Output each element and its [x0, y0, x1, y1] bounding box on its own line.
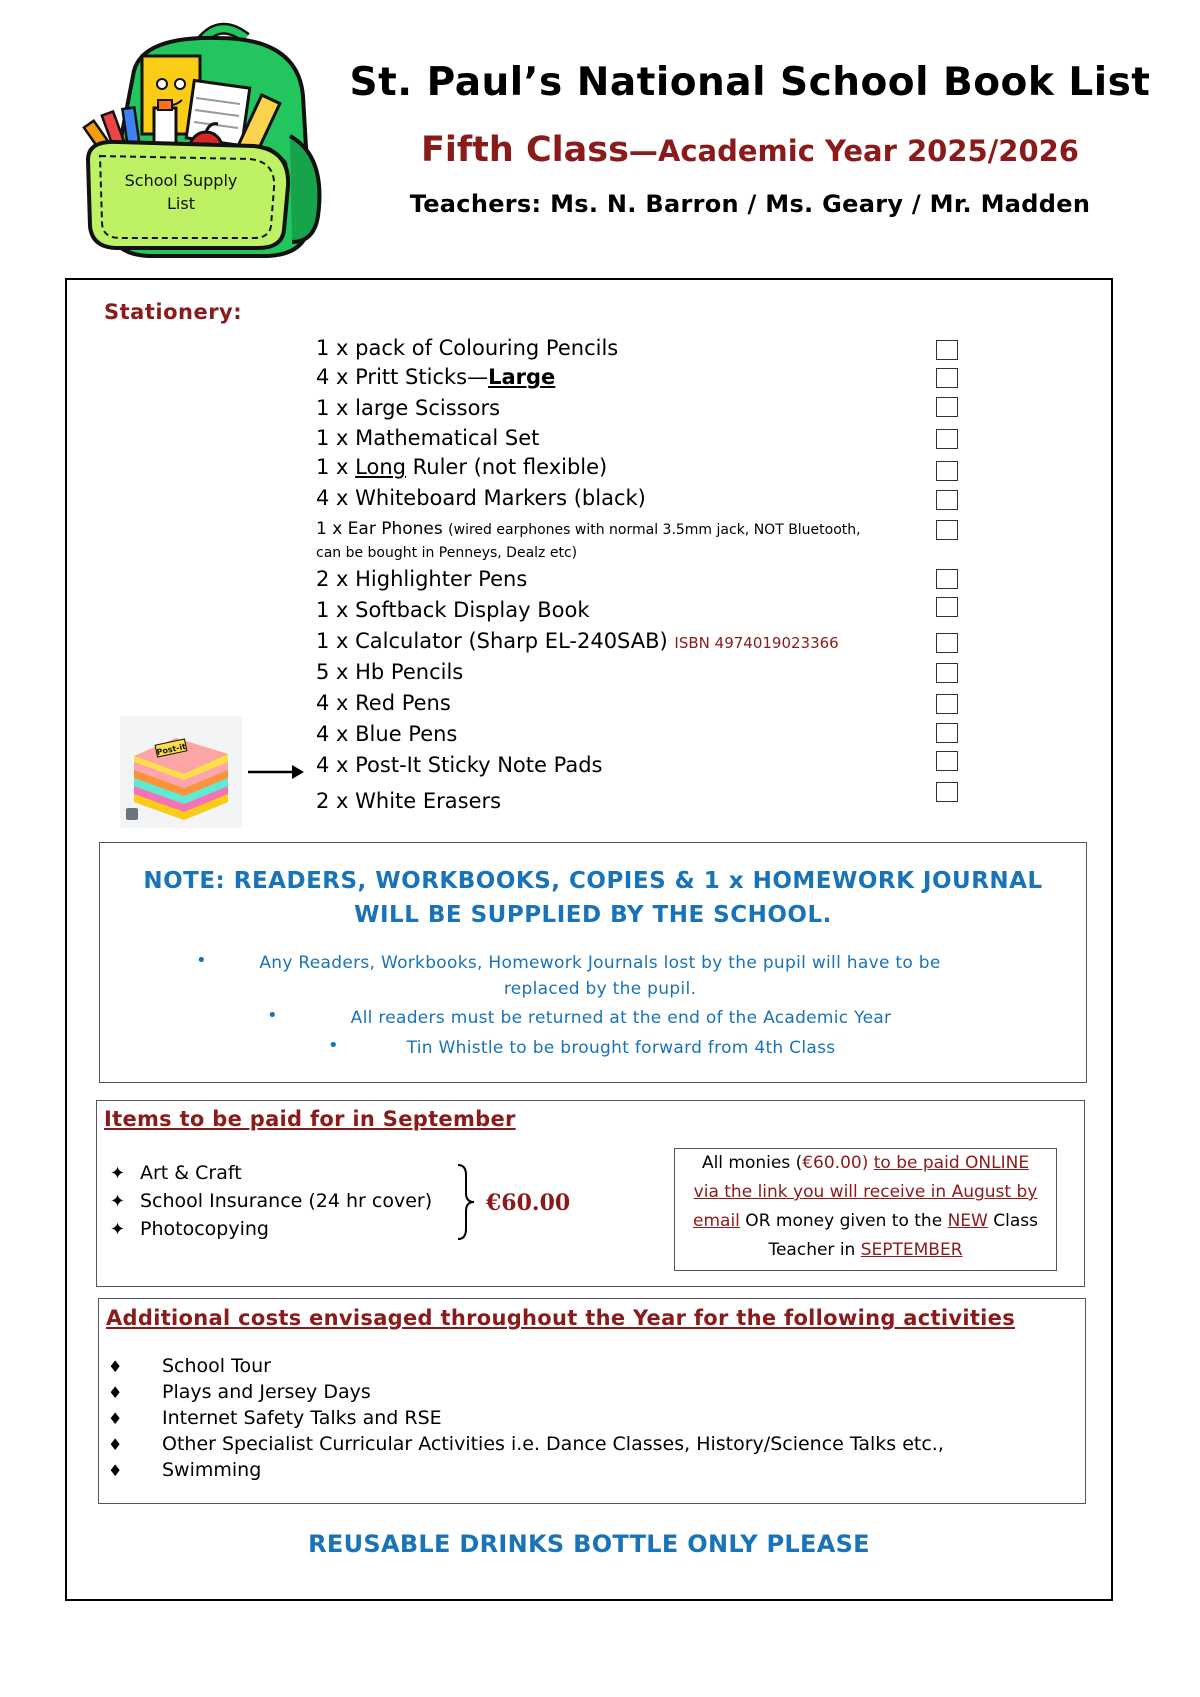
payment-info-line: via the link you will receive in August by	[693, 1182, 1038, 1202]
online-text: to be paid ONLINE	[873, 1153, 1030, 1173]
bullet-dot: •	[328, 1035, 339, 1056]
payment-item	[110, 1218, 269, 1240]
diamond-bullet-icon: ♦	[108, 1383, 123, 1402]
total-price: €60.00	[486, 1190, 571, 1216]
stationery-item	[316, 628, 839, 656]
item-checkbox[interactable]	[936, 368, 958, 388]
text: Class	[987, 1211, 1038, 1231]
diamond-bullet-icon: ♦	[108, 1357, 123, 1376]
item-checkbox[interactable]	[936, 569, 958, 589]
email-text: email	[693, 1211, 740, 1231]
logo-text-line1: School Supply	[124, 171, 238, 190]
activity-label: Plays and Jersey Days	[162, 1381, 371, 1403]
activity-item	[108, 1433, 944, 1455]
payment-item	[110, 1190, 432, 1212]
calculator-isbn: ISBN 4974019023366	[674, 634, 839, 652]
payment-info-line	[674, 1240, 1057, 1260]
star-bullet-icon: ✦	[110, 1163, 126, 1184]
bullet-dot: •	[196, 950, 207, 971]
note-bullet-1-cont: replaced by the pupil.	[503, 979, 697, 999]
activity-item	[108, 1381, 371, 1403]
payment-item-label: Art & Craft	[140, 1162, 242, 1184]
activity-item	[108, 1407, 442, 1429]
item-checkbox[interactable]	[936, 490, 958, 510]
star-bullet-icon: ✦	[110, 1191, 126, 1212]
payment-item-label: Photocopying	[140, 1218, 269, 1240]
diamond-bullet-icon: ♦	[108, 1435, 123, 1454]
item-checkbox[interactable]	[936, 751, 958, 771]
stationery-item: 4 x Post-It Sticky Note Pads	[316, 753, 603, 777]
payment-item	[110, 1162, 242, 1184]
stationery-item-continuation: can be bought in Penneys, Dealz etc)	[316, 545, 578, 561]
class-and-year	[340, 130, 1160, 170]
postit-brand-label: Post-it	[155, 741, 187, 757]
title-dash: —	[628, 134, 658, 168]
item-checkbox[interactable]	[936, 397, 958, 417]
item-note: (wired earphones with normal 3.5mm jack, NOT Bluetooth,	[448, 522, 861, 538]
text: All monies (	[701, 1153, 803, 1173]
stationery-item: 1 x large Scissors	[316, 396, 501, 420]
item-checkbox[interactable]	[936, 694, 958, 714]
payment-item-label: School Insurance (24 hr cover)	[140, 1190, 433, 1212]
diamond-bullet-icon: ♦	[108, 1409, 123, 1428]
stationery-item: 2 x White Erasers	[316, 789, 502, 813]
diamond-bullet-icon: ♦	[108, 1461, 123, 1480]
item-text: 4 x Pritt Sticks—	[316, 365, 489, 389]
drinks-bottle-note: REUSABLE DRINKS BOTTLE ONLY PLEASE	[308, 1530, 870, 1558]
item-checkbox[interactable]	[936, 633, 958, 653]
note-bullet-3: Tin Whistle to be brought forward from 4th Class	[406, 1038, 836, 1058]
stationery-item	[316, 364, 555, 390]
postit-pads-image	[120, 716, 242, 828]
payment-info-line	[674, 1153, 1057, 1173]
item-text: 1 x Calculator (Sharp EL-240SAB)	[316, 629, 675, 653]
stationery-item: 2 x Highlighter Pens	[316, 567, 528, 591]
item-checkbox[interactable]	[936, 597, 958, 617]
activity-label: School Tour	[162, 1355, 271, 1377]
stationery-item: 1 x Softback Display Book	[316, 598, 590, 622]
stationery-heading: Stationery:	[104, 300, 243, 324]
amount: €60.00)	[802, 1153, 869, 1173]
item-underlined: Long	[355, 455, 406, 479]
payments-heading: Items to be paid for in September	[104, 1107, 516, 1131]
item-checkbox[interactable]	[936, 663, 958, 683]
right-brace-icon	[456, 1163, 476, 1241]
note-line-2: WILL BE SUPPLIED BY THE SCHOOL.	[354, 902, 832, 928]
new-text: NEW	[947, 1211, 988, 1231]
teachers-line: Teachers: Ms. N. Barron / Ms. Geary / Mr. Madden	[409, 190, 1091, 218]
item-checkbox[interactable]	[936, 520, 958, 540]
item-text: Ruler (not flexible)	[405, 455, 608, 479]
item-checkbox[interactable]	[936, 340, 958, 360]
stationery-item: 1 x Mathematical Set	[316, 426, 540, 450]
item-checkbox[interactable]	[936, 782, 958, 802]
arrow-right-icon	[246, 762, 306, 782]
activity-label: Internet Safety Talks and RSE	[162, 1407, 442, 1429]
item-text: 1 x Ear Phones	[316, 519, 449, 539]
item-text: 1 x	[316, 455, 356, 479]
stationery-item: 4 x Whiteboard Markers (black)	[316, 486, 646, 510]
activity-label: Swimming	[162, 1459, 262, 1481]
activity-label: Other Specialist Curricular Activities i.e. Dance Classes, History/Science Talks etc.,	[162, 1433, 944, 1455]
additional-costs-heading: Additional costs envisaged throughout the Year for the following activities	[106, 1306, 1016, 1330]
stationery-item: 4 x Blue Pens	[316, 722, 458, 746]
activity-item	[108, 1355, 271, 1377]
note-bullet-1: Any Readers, Workbooks, Homework Journals lost by the pupil will have to be	[259, 953, 941, 973]
text: Teacher in	[768, 1240, 861, 1260]
stationery-item	[316, 454, 607, 480]
academic-year: Academic Year 2025/2026	[657, 134, 1079, 168]
september-text: SEPTEMBER	[860, 1240, 963, 1260]
activity-item	[108, 1459, 261, 1481]
item-checkbox[interactable]	[936, 461, 958, 481]
item-checkbox[interactable]	[936, 723, 958, 743]
backpack-logo	[78, 16, 328, 262]
star-bullet-icon: ✦	[110, 1219, 126, 1240]
text: OR money given to the	[739, 1211, 948, 1231]
item-underlined: Large	[488, 365, 556, 389]
stationery-item: 1 x pack of Colouring Pencils	[316, 336, 619, 360]
note-line-1: NOTE: READERS, WORKBOOKS, COPIES & 1 x HOMEWORK JOURNAL	[143, 868, 1043, 894]
stationery-item: 5 x Hb Pencils	[316, 660, 464, 684]
stationery-item: 4 x Red Pens	[316, 691, 451, 715]
bullet-dot: •	[267, 1005, 278, 1026]
page-title: St. Paul’s National School Book List	[349, 60, 1151, 105]
logo-text-line2: List	[167, 194, 195, 213]
item-checkbox[interactable]	[936, 429, 958, 449]
payment-info-line	[674, 1211, 1057, 1231]
note-bullet-2: All readers must be returned at the end of the Academic Year	[350, 1008, 892, 1028]
stationery-item	[316, 516, 861, 543]
class-name: Fifth Class	[420, 130, 629, 170]
